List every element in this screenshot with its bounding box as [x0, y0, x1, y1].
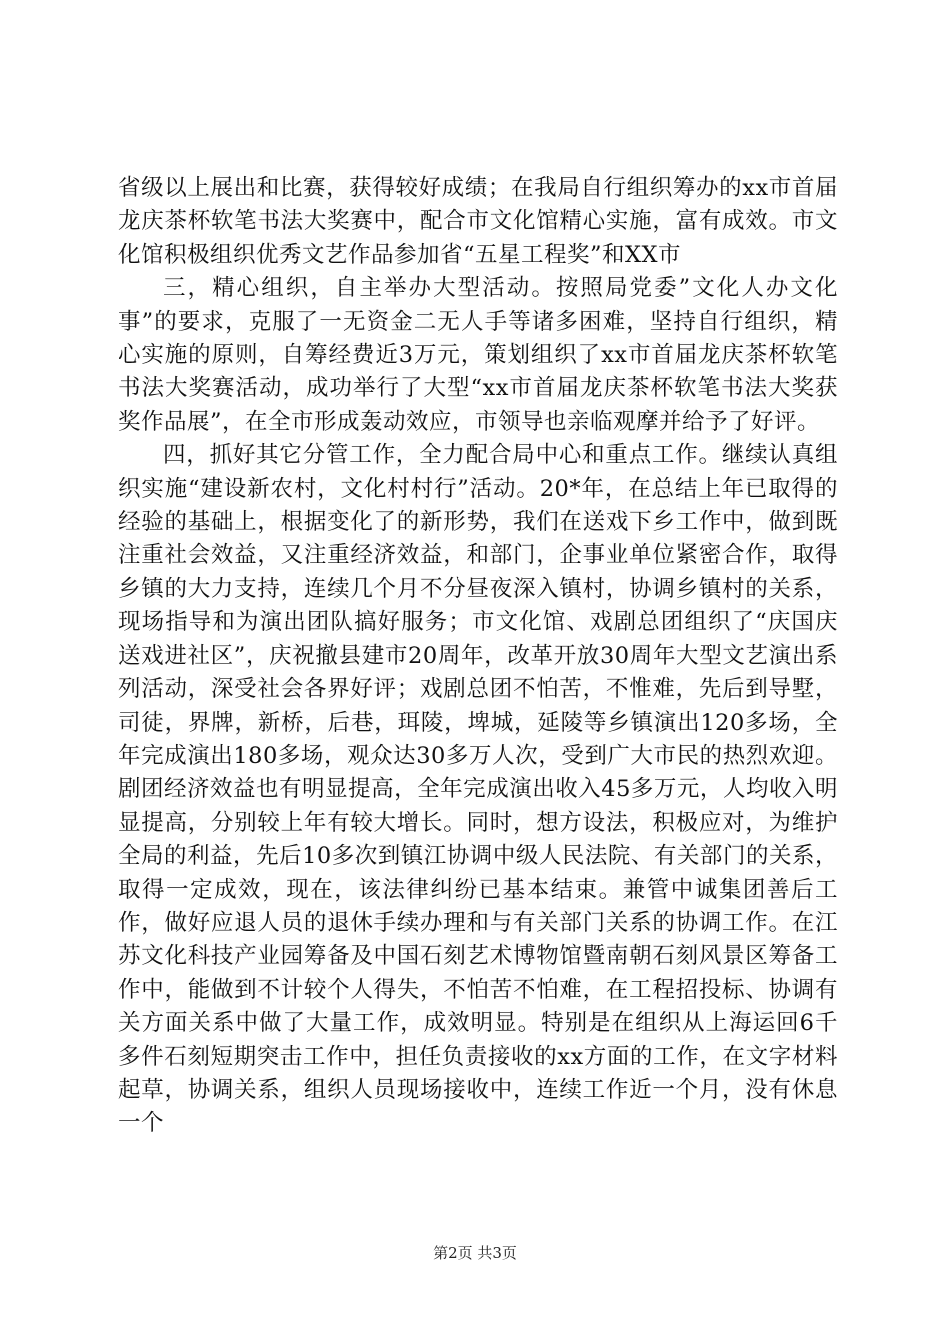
page-number-footer: 第2页 共3页	[433, 1244, 517, 1262]
paragraph-section-four: 四，抓好其它分管工作，全力配合局中心和重点工作。继续认真组织实施“建设新农村，文化村村行”活动。20*年，在总结上年已取得的经验的基础上，根据变化了的新形势，我们在送戏下乡工作中，做到既注重社会效益，又注重经济效益，和部门，企事业单位紧密合作，取得乡镇的大力支持，连续几个月不分昼夜深入镇村，协调乡镇村的关系，现场指导和为演出团队搞好服务；市文化馆、戏剧总团组织了“庆国庆送戏进社区”，庆祝撤县建市20周年，改革开放30周年大型文艺演出系列活动，深受社会各界好评；戏剧总团不怕苦，不惟难，先后到导墅，司徒，界牌，新桥，后巷，珥陵，埤城，延陵等乡镇演出120多场，全年完成演出180多场，观众达30多万人次，受到广大市民的热烈欢迎。剧团经济效益也有明显提高，全年完成演出收入45多万元，人均收入明显提高，分别较上年有较大增长。同时，想方设法，积极应对，为维护全局的利益，先后10多次到镇江协调中级人民法院、有关部门的关系，取得一定成效，现在，该法律纠纷已基本结束。兼管中诚集团善后工作，做好应退人员的退休手续办理和与有关部门关系的协调工作。在江苏文化科技产业园筹备及中国石刻艺术博物馆暨南朝石刻风景区筹备工作中，能做到不计较个人得失，不怕苦不怕难，在工程招投标、协调有关方面关系中做了大量工作，成效明显。特别是在组织从上海运回6千多件石刻短期突击工作中，担任负责接收的xx方面的工作，在文字材料起草，协调关系，组织人员现场接收中，连续工作近一个月，没有休息一个	[118, 442, 838, 1137]
paragraph-section-three: 三，精心组织，自主举办大型活动。按照局党委”文化人办文化事”的要求，克服了一无资金二无人手等诸多困难，坚持自行组织，精心实施的原则，自筹经费近3万元，策划组织了xx市首届龙庆茶杯软笔书法大奖赛活动，成功举行了大型“xx市首届龙庆茶杯软笔书法大奖获奖作品展”，在全市形成轰动效应，市领导也亲临观摩并给予了好评。	[118, 275, 838, 435]
paragraph-exhibitions: 省级以上展出和比赛，获得较好成绩；在我局自行组织筹办的xx市首届龙庆茶杯软笔书法大奖赛中，配合市文化馆精心实施，富有成效。市文化馆积极组织优秀文艺作品参加省“五星工程奖”和XX市	[118, 175, 838, 268]
document-body	[118, 172, 838, 1141]
